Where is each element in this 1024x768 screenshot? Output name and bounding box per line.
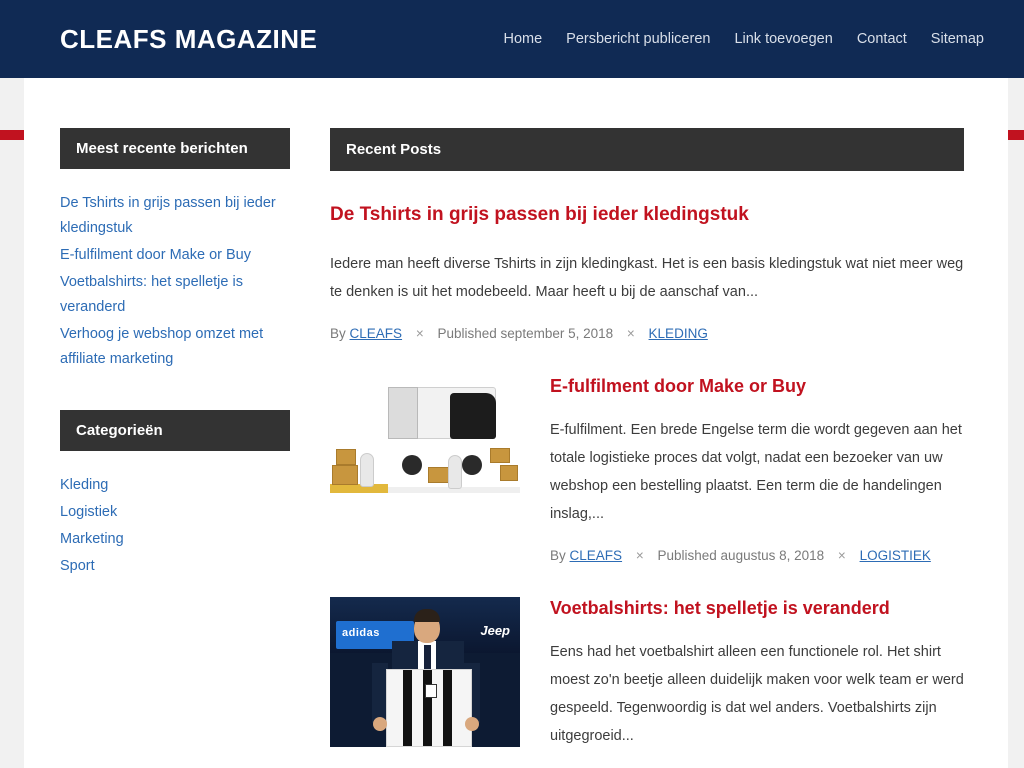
post-body [550,597,964,750]
section-title-recent-posts: Recent Posts [330,128,964,171]
site-header [0,0,1024,78]
category-link-logistiek[interactable]: Logistiek [60,504,118,520]
van-cab-shape [450,393,496,439]
post-meta [330,326,964,341]
jersey-shape [386,669,472,747]
meta-category-link[interactable]: KLEDING [648,325,708,341]
van-wheel-rear [462,455,482,475]
pallet-shape [330,484,388,493]
van-wheel-front [402,455,422,475]
box-shape [500,465,518,481]
post-item [330,597,964,750]
post-title-link[interactable]: Voetbalshirts: het spelletje is veranderd [550,598,890,619]
post-excerpt: E-fulfilment. Een brede Engelse term die wordt gegeven aan het totale logistieke proces dat volgt, nadat een bezoeker van uw webshop een bestelling plaatst. Een term die de handelingen inslag,... [550,422,962,523]
delivery-van-illustration [330,375,520,493]
jersey-stripe [443,670,452,746]
list-item [60,500,290,525]
post-title [330,203,964,228]
content-wrapper [60,128,964,768]
sidebar [60,128,290,768]
post-title-link[interactable]: De Tshirts in grijs passen bij ieder kledingstuk [330,204,749,225]
widget-title-recent-posts: Meest recente berichten [60,128,290,169]
widget-recent-posts [60,128,290,372]
meta-separator: × [837,548,846,564]
meta-date: augustus 8, 2018 [720,548,825,564]
post-thumbnail-delivery-van[interactable] [330,375,520,493]
post-item [330,203,964,341]
box-shape [428,467,450,483]
meta-date: september 5, 2018 [500,325,614,341]
meta-by-label: By [330,325,346,341]
list-item [60,527,290,552]
meta-category-link[interactable]: LOGISTIEK [859,548,931,564]
nav-item-link-toevoegen[interactable]: Link toevoegen [734,31,833,47]
meta-author-link[interactable]: CLEAFS [349,325,403,341]
post-item [330,375,964,563]
worker-figure [360,453,374,487]
post-title [550,375,964,398]
hair-shape [414,609,440,622]
box-shape [332,465,358,485]
football-player-illustration [330,597,520,747]
box-shape [490,448,510,463]
post-title [550,597,964,620]
recent-post-link-4[interactable]: Verhoog je webshop omzet met affiliate marketing [60,326,264,367]
list-item [60,473,290,498]
meta-separator: × [415,325,424,341]
site-title[interactable]: CLEAFS MAGAZINE [60,23,318,54]
jersey-stripe [403,670,412,746]
nav-item-sitemap[interactable]: Sitemap [930,31,984,47]
post-excerpt: Eens had het voetbalshirt alleen een functionele rol. Het shirt moest zo'n beetje alleen duidelijk maken voor welk team er werd gespeeld. Tegenwoordig is dat wel anders. Voetbalshirts zijn uitgegroeid... [550,644,964,745]
category-link-sport[interactable]: Sport [60,558,95,574]
recent-post-link-1[interactable]: De Tshirts in grijs passen bij ieder kledingstuk [60,195,276,236]
meta-published-label: Published [437,325,497,341]
recent-post-link-2[interactable]: E-fulfilment door Make or Buy [60,247,251,263]
meta-by-label: By [550,548,566,564]
left-hand-shape [373,717,387,731]
meta-author-link[interactable]: CLEAFS [569,548,623,564]
list-item [60,243,290,268]
jersey-stripe [423,670,432,746]
club-badge [425,684,437,698]
post-title-link[interactable]: E-fulfilment door Make or Buy [550,375,807,396]
widget-title-categories: Categorieën [60,410,290,451]
jeep-label: Jeep [480,623,510,639]
adidas-label: adidas [342,627,380,640]
post-body [550,375,964,563]
van-door-shape [388,387,418,439]
main-content [330,128,964,768]
right-hand-shape [465,717,479,731]
nav-item-contact[interactable]: Contact [856,31,907,47]
recent-post-link-3[interactable]: Voetbalshirts: het spelletje is veranderd [60,274,243,315]
nav-item-persbericht-publiceren[interactable]: Persbericht publiceren [566,31,711,47]
box-shape [336,449,356,465]
category-link-kleding[interactable]: Kleding [60,477,109,493]
worker-figure [448,455,462,489]
meta-separator: × [626,325,635,341]
nav-item-home[interactable]: Home [503,31,543,47]
recent-posts-list [60,191,290,372]
main-navigation [503,31,984,47]
widget-categories [60,410,290,579]
list-item [60,554,290,579]
post-excerpt: Iedere man heeft diverse Tshirts in zijn kledingkast. Het is een basis kledingstuk wat niet meer weg te denken is uit het modebeeld. Maar heeft u bij de aanschaf van... [330,255,964,300]
list-item [60,322,290,372]
meta-published-label: Published [657,548,717,564]
list-item [60,270,290,320]
category-link-marketing[interactable]: Marketing [60,531,124,547]
post-meta [550,548,964,563]
categories-list [60,473,290,579]
list-item [60,191,290,241]
post-thumbnail-football-player[interactable] [330,597,520,747]
meta-separator: × [635,548,644,564]
